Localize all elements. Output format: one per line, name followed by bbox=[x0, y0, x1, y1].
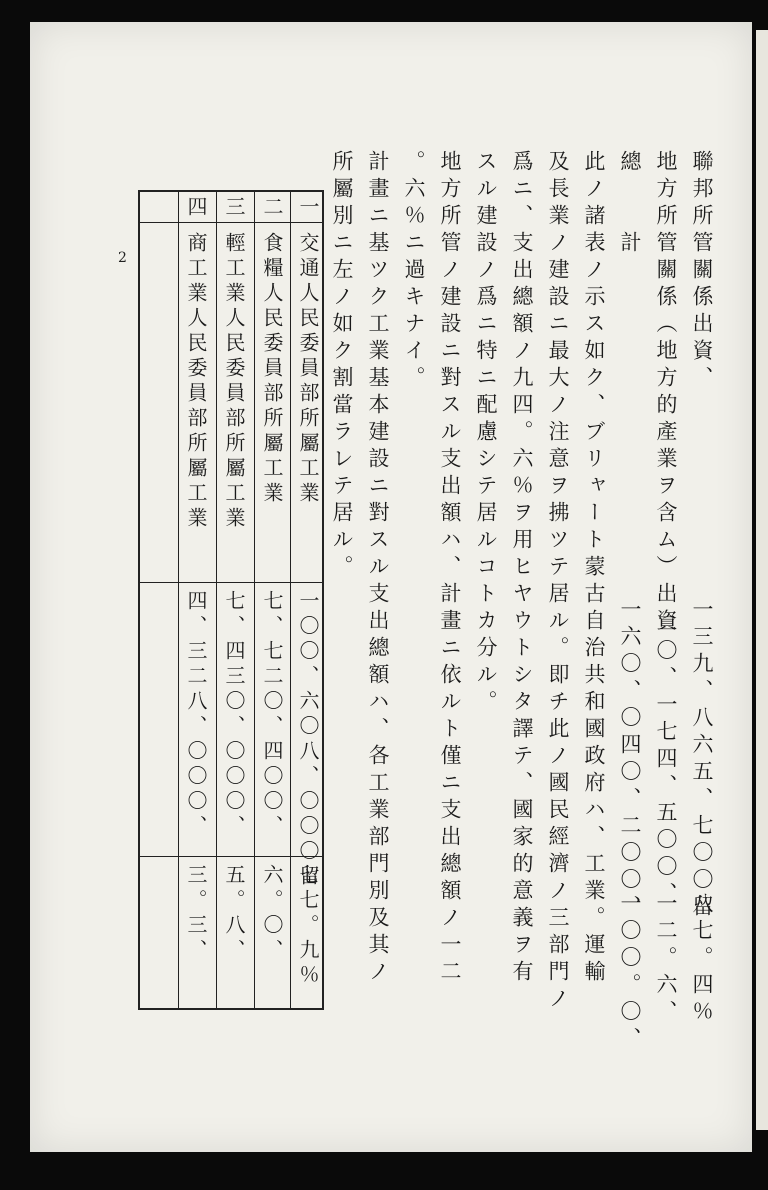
row-percent: 七七。九％ bbox=[296, 864, 320, 989]
row-department: 食糧人民委員部所屬工業 bbox=[260, 232, 284, 507]
row-number: 四 bbox=[184, 196, 208, 221]
row-amount: 七、七二〇、四〇〇、 bbox=[260, 590, 284, 840]
row-number: 三 bbox=[222, 196, 246, 221]
text-line: 計畫ニ基ツク工業基本建設ニ對スル支出總額ハ、各工業部門別及其ノ bbox=[366, 150, 390, 987]
allocation-table bbox=[138, 190, 324, 1010]
text-line: 及長業ノ建設ニ最大ノ注意ヲ拂ツテ居ル。即チ此ノ國民經濟ノ三部門ノ bbox=[546, 150, 570, 1014]
figure-value: 一三九、八六五、七〇〇留 bbox=[690, 598, 714, 922]
table-divider bbox=[178, 192, 179, 1008]
table-divider bbox=[140, 222, 322, 223]
row-amount: 七、四三〇、〇〇〇、 bbox=[222, 590, 246, 840]
text-line: 爲ニ、支出總額ノ九四。六％ヲ用ヒヤウトシタ譯テ、國家的意義ヲ有 bbox=[510, 150, 534, 987]
row-percent: 五。八、 bbox=[222, 864, 246, 964]
text-line: 。六％ニ過キナイ。 bbox=[402, 150, 426, 393]
row-percent: 三。三、 bbox=[184, 864, 208, 964]
text-line: スル建設ノ爲ニ特ニ配慮シテ居ルコトカ分ル。 bbox=[474, 150, 498, 717]
table-divider bbox=[216, 192, 217, 1008]
row-number: 一 bbox=[296, 196, 320, 221]
figure-value: 八七。四％ bbox=[690, 892, 714, 1027]
table-divider bbox=[140, 582, 322, 583]
text-line: 此ノ諸表ノ示ス如ク、ブリャート蒙古自治共和國政府ハ、工業。運輸 bbox=[582, 150, 606, 987]
text-line: 地方所管ノ建設ニ對スル支出額ハ、計畫ニ依ルト僅ニ支出總額ノ一二 bbox=[438, 150, 462, 987]
row-department: 商工業人民委員部所屬工業 bbox=[184, 232, 208, 532]
row-amount: 四、三二八、〇〇〇、 bbox=[184, 590, 208, 840]
row-number: 二 bbox=[260, 196, 284, 221]
table-divider bbox=[140, 856, 322, 857]
figure-value: 一六〇、〇四〇、二〇〇、 bbox=[618, 598, 642, 922]
figure-value: 一〇〇。〇、 bbox=[618, 892, 642, 1054]
table-divider bbox=[254, 192, 255, 1008]
table-divider bbox=[290, 192, 291, 1008]
row-department: 輕工業人民委員部所屬工業 bbox=[222, 232, 246, 532]
row-department: 交通人民委員部所屬工業 bbox=[296, 232, 320, 507]
document-page bbox=[30, 22, 752, 1152]
text-line: 地方所管關係（地方的產業ヲ含ム）出資 bbox=[654, 150, 678, 636]
page-number: 2 bbox=[118, 250, 127, 266]
row-amount: 一〇〇、六〇八、〇〇〇留 bbox=[296, 590, 320, 890]
row-percent: 六。〇、 bbox=[260, 864, 284, 964]
figure-value: 一二。六、 bbox=[654, 892, 678, 1027]
text-line: 總 計 bbox=[618, 150, 642, 258]
text-line: 聯邦所管關係出資、 bbox=[690, 150, 714, 393]
text-line: 所屬別ニ左ノ如ク割當ラレテ居ル。 bbox=[330, 150, 354, 582]
adjacent-page-edge bbox=[756, 30, 768, 1130]
figure-value: 二〇、一七四、五〇〇、 bbox=[654, 612, 678, 909]
